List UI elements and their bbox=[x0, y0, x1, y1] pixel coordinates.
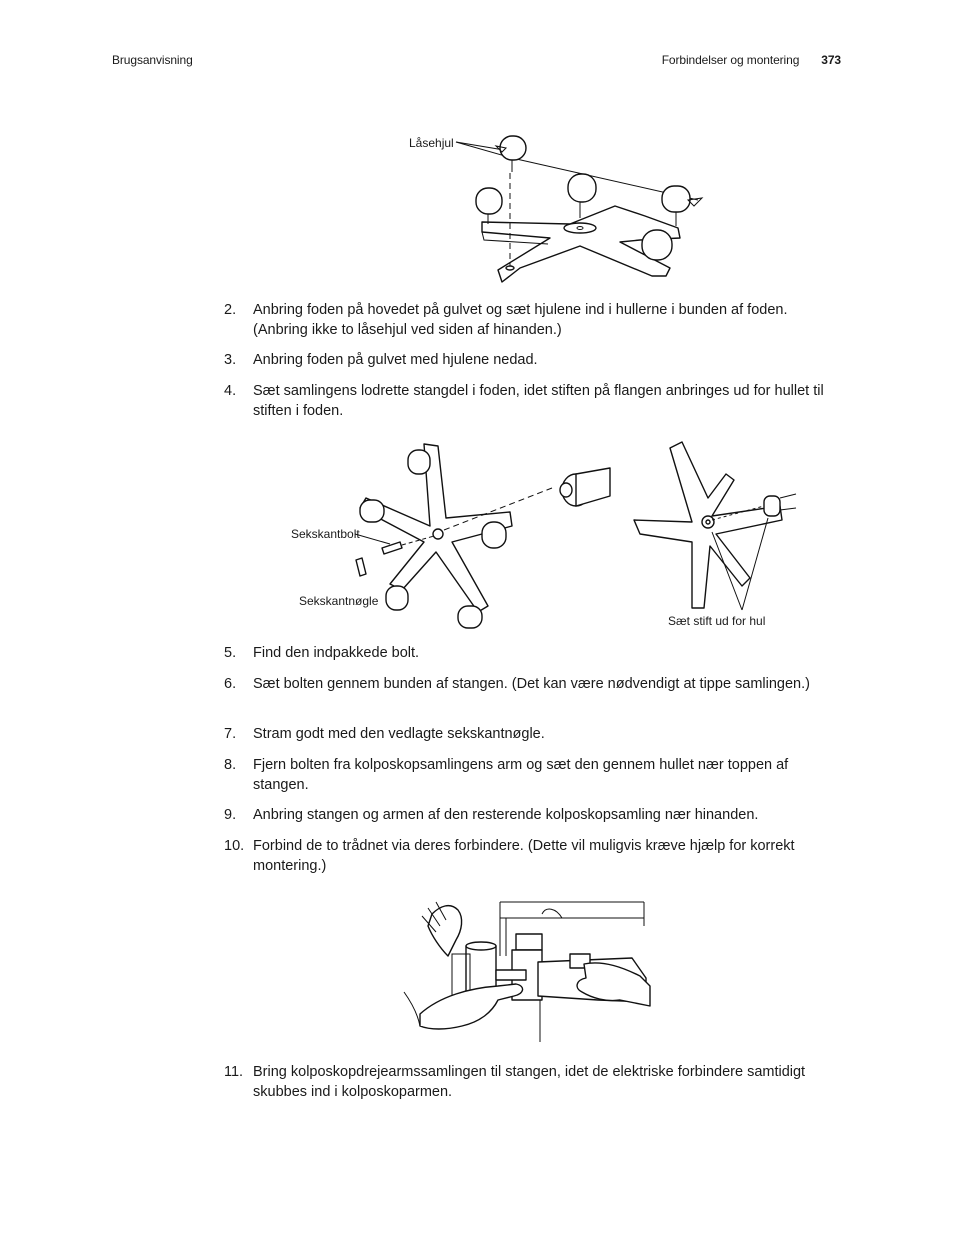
pole-assembly-illustration bbox=[340, 438, 800, 638]
step-7: 7. Stram godt med den vedlagte sekskantnøgle. bbox=[224, 726, 545, 742]
step-6: 6. Sæt bolten gennem bunden af stangen. (Det kan være nødvendigt at tippe samlingen.) bbox=[224, 676, 810, 692]
hex-key-label: Sekskantnøgle bbox=[299, 594, 379, 608]
pin-alignment-label: Sæt stift ud for hul bbox=[668, 614, 766, 628]
base-caster-illustration bbox=[440, 128, 710, 288]
step-3: 3. Anbring foden på gulvet med hjulene nedad. bbox=[224, 352, 538, 368]
running-header-right bbox=[662, 53, 841, 67]
step-4: 4. Sæt samlingens lodrette stangdel i foden, idet stiften på flangen anbringes ud for hullet til stiften i foden. bbox=[224, 383, 824, 419]
hex-bolt-label: Sekskantbolt bbox=[291, 527, 360, 541]
step-9: 9. Anbring stangen og armen af den resterende kolposkopsamling nær hinanden. bbox=[224, 807, 759, 823]
connector-hands-illustration bbox=[400, 896, 652, 1044]
running-header-title: Brugsanvisning bbox=[112, 53, 193, 67]
step-8: 8. Fjern bolten fra kolposkopsamlingens arm og sæt den gennem hullet nær toppen af stangen. bbox=[224, 757, 789, 793]
step-5: 5. Find den indpakkede bolt. bbox=[224, 645, 420, 661]
locking-caster-label: Låsehjul bbox=[409, 136, 454, 150]
step-2: 2. Anbring foden på hovedet på gulvet og sæt hjulene ind i hullerne i bunden af foden. (Anbring ikke to låsehjul ved siden af hinanden.) bbox=[224, 302, 788, 338]
step-10: 10. Forbind de to trådnet via deres forbindere. (Dette vil muligvis kræve hjælp for korrekt montering.) bbox=[224, 838, 795, 874]
page-number: 373 bbox=[821, 53, 841, 67]
section-title: Forbindelser og montering bbox=[661, 53, 800, 67]
step-11: 11. Bring kolposkopdrejearmssamlingen til stangen, idet de elektriske forbindere samtidigt skubbes ind i kolposkoparmen. bbox=[224, 1064, 806, 1100]
